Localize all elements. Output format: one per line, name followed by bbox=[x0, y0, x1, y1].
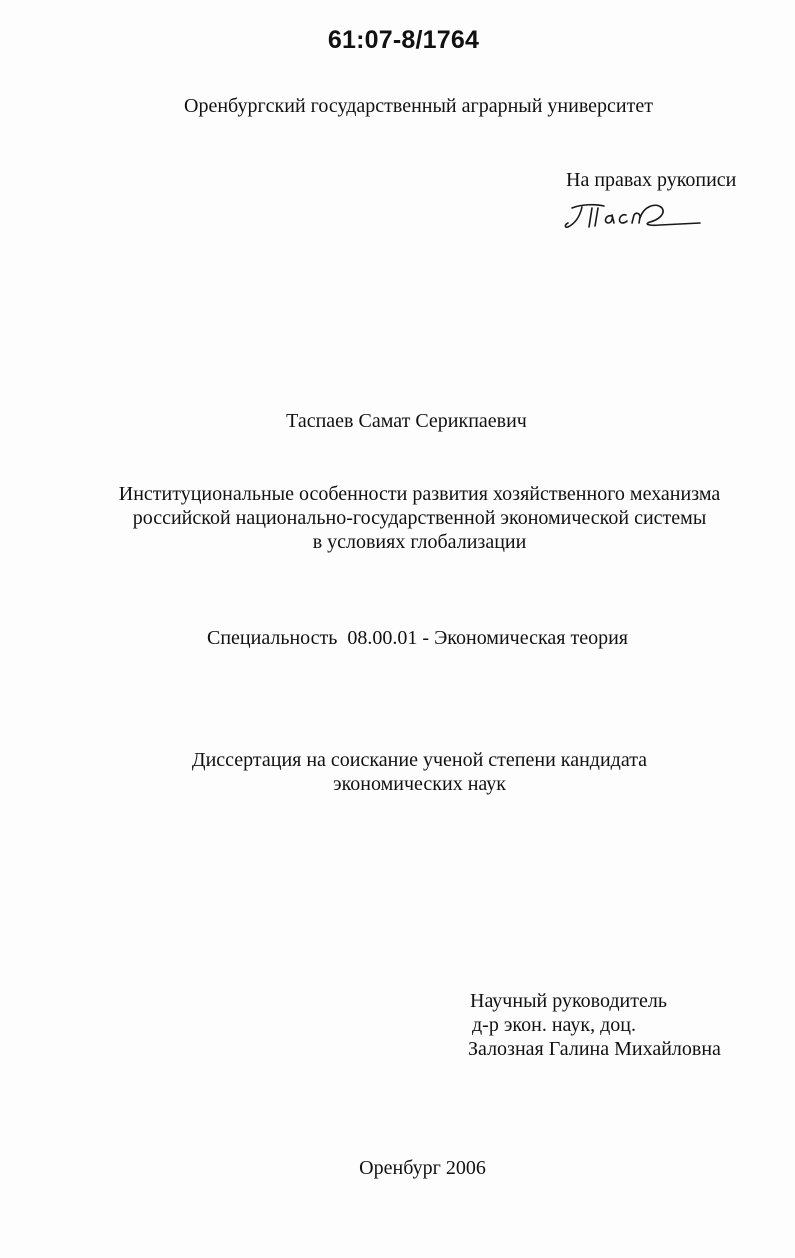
supervisor-block bbox=[470, 989, 721, 1061]
degree-line: Диссертация на соискание ученой степени кандидата bbox=[191, 749, 648, 771]
title-line: российской национально-государственной экономической системы bbox=[132, 507, 707, 529]
catalog-number: 61:07-8/1764 bbox=[327, 26, 480, 54]
degree-statement bbox=[0, 748, 795, 796]
supervisor-name: Залозная Галина Михайловна bbox=[468, 1038, 721, 1060]
author-signature bbox=[560, 192, 710, 242]
author-name: Таспаев Самат Серикпаевич bbox=[286, 410, 527, 432]
degree-line: экономических наук bbox=[333, 773, 506, 795]
title-line: в условиях глобализации bbox=[312, 531, 527, 553]
dissertation-title bbox=[0, 482, 795, 554]
title-line: Институциональные особенности развития хозяйственного механизма bbox=[118, 483, 721, 505]
university-name: Оренбургский государственный аграрный университет bbox=[184, 95, 653, 117]
city-year: Оренбург 2006 bbox=[359, 1157, 486, 1179]
specialty-line: Специальность 08.00.01 - Экономическая теория bbox=[207, 627, 628, 649]
supervisor-role: Научный руководитель bbox=[470, 990, 667, 1012]
supervisor-degree: д-р экон. наук, доц. bbox=[472, 1014, 636, 1036]
manuscript-rights-note: На правах рукописи bbox=[566, 169, 737, 191]
